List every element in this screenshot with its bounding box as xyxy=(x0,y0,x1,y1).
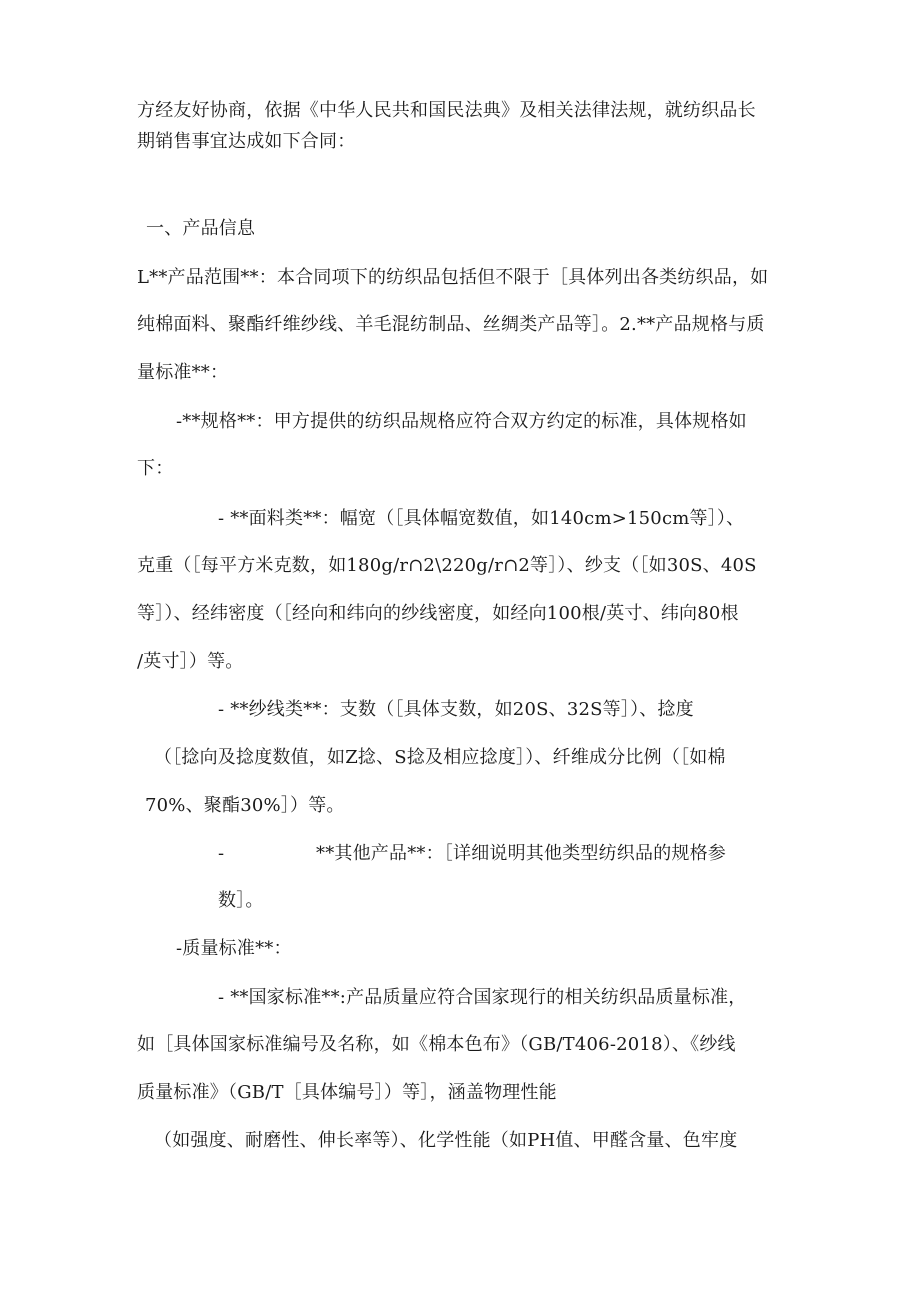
body-line: 等］）、经纬密度（［经向和纬向的纱线密度，如经向100根/英寸、纬向80根 xyxy=(137,603,739,624)
body-line: 克重（［每平方米克数，如180g∕r∩2\220g∕r∩2等］）、纱支（［如30S、40S xyxy=(137,555,757,576)
body-line: 70%、聚酯30%］）等。 xyxy=(145,795,345,816)
body-line: （如强度、耐磨性、伸长率等）、化学性能（如PH值、甲醛含量、色牢度 xyxy=(154,1130,738,1151)
body-line: - **面料类**：幅宽（［具体幅宽数值，如140cm>150cm等］）、 xyxy=(218,508,745,529)
body-line: 数］。 xyxy=(218,890,264,911)
body-line: 量标准**： xyxy=(137,362,229,383)
body-line: 如［具体国家标准编号及名称，如《棉本色布》（GB/T406-2018）、《纱线 xyxy=(137,1034,736,1055)
body-line: - **纱线类**：支数（［具体支数，如20S、32S等］）、捻度 xyxy=(218,699,694,720)
section-heading: 一、产品信息 xyxy=(146,218,256,239)
body-line: - xyxy=(218,843,225,864)
body-line: - **国家标准**:产品质量应符合国家现行的相关纺织品质量标准， xyxy=(218,987,747,1008)
intro-line-1: 方经友好协商，依据《中华人民共和国民法典》及相关法律法规，就纺织品长 xyxy=(137,100,756,121)
body-line: L**产品范围**：本合同项下的纺织品包括但不限于［具体列出各类纺织品，如 xyxy=(137,267,769,288)
body-line: 质量标准》（GB∕T［具体编号］）等］，涵盖物理性能 xyxy=(137,1082,557,1103)
body-line: 下： xyxy=(137,458,174,479)
body-line: （［捻向及捻度数值，如Z捻、S捻及相应捻度］）、纤维成分比例（［如棉 xyxy=(154,747,726,768)
body-line: 纯棉面料、聚酯纤维纱线、羊毛混纺制品、丝绸类产品等］。2.**产品规格与质 xyxy=(137,314,765,335)
body-line: -质量标准**： xyxy=(176,938,292,959)
body-line: -**规格**：甲方提供的纺织品规格应符合双方约定的标准，具体规格如 xyxy=(176,411,747,432)
body-line: **其他产品**：［详细说明其他类型纺织品的规格参 xyxy=(316,843,726,864)
intro-line-2: 期销售事宜达成如下合同： xyxy=(137,131,356,152)
body-line: /英寸］）等。 xyxy=(137,651,244,672)
